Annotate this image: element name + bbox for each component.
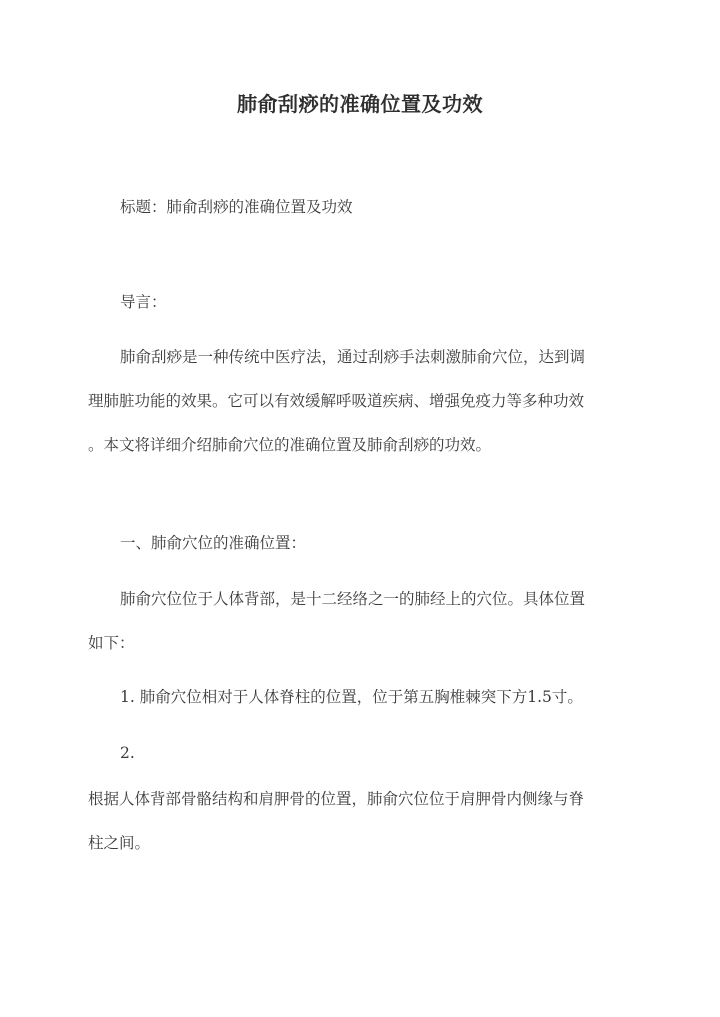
list-item-2-text: [88, 786, 640, 857]
list-item-2-line: 柱之间。: [88, 834, 151, 852]
heading-line: 标题：肺俞刮痧的准确位置及功效: [120, 198, 353, 216]
intro-line: 。本文将详细介绍肺俞穴位的准确位置及肺俞刮痧的功效。: [88, 436, 492, 454]
section-1-heading: 一、肺俞穴位的准确位置：: [120, 534, 307, 552]
intro-label: 导言：: [120, 293, 167, 311]
section-1-paragraph: [88, 586, 640, 657]
document-title: 肺俞刮痧的准确位置及功效: [237, 92, 483, 116]
list-item-2-number: 2.: [120, 744, 135, 762]
intro-paragraph: [88, 344, 640, 459]
section-1-line: 如下：: [88, 634, 135, 652]
intro-line: 理肺脏功能的效果。它可以有效缓解呼吸道疾病、增强免疫力等多种功效: [88, 392, 585, 410]
list-item-1: 1. 肺俞穴位相对于人体脊柱的位置，位于第五胸椎棘突下方1.5寸。: [120, 688, 583, 706]
intro-line: 肺俞刮痧是一种传统中医疗法，通过刮痧手法刺激肺俞穴位，达到调: [120, 348, 586, 366]
list-item-2-line: 根据人体背部骨骼结构和肩胛骨的位置，肺俞穴位位于肩胛骨内侧缘与脊: [88, 790, 585, 808]
section-1-line: 肺俞穴位位于人体背部，是十二经络之一的肺经上的穴位。具体位置: [120, 590, 586, 608]
